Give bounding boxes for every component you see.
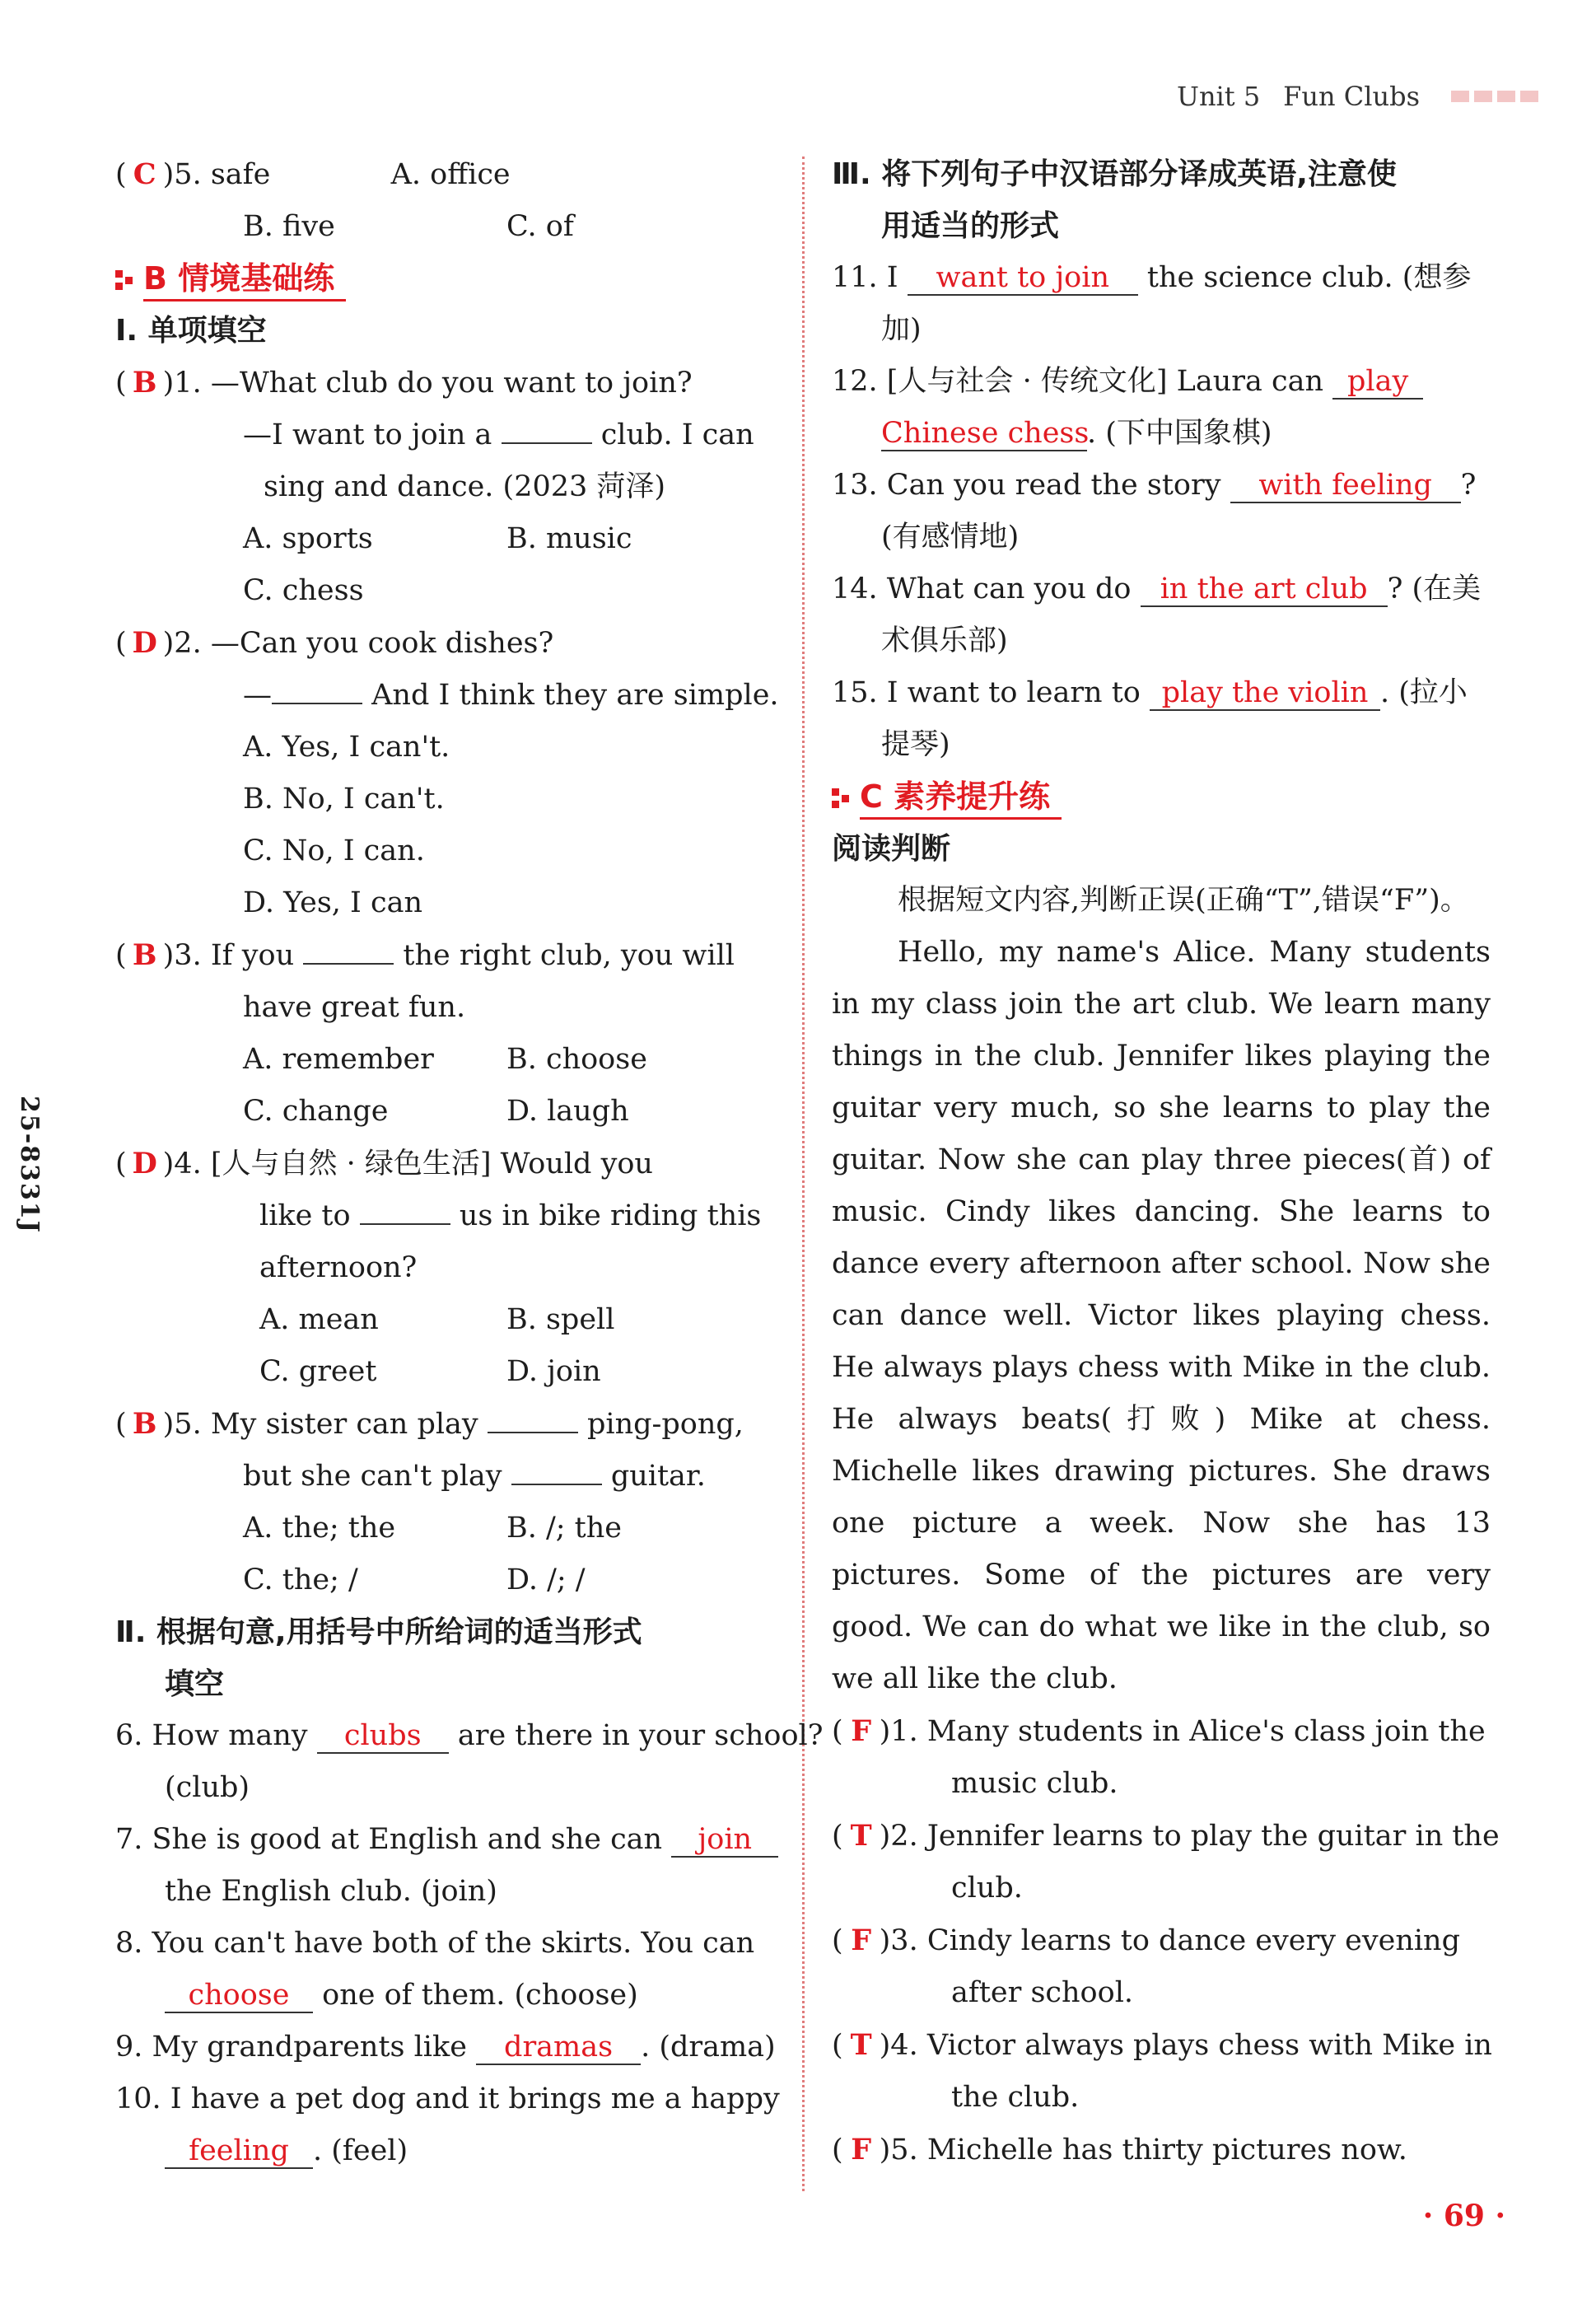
text: guitar. (610, 1460, 706, 1493)
answer-mark: T (850, 2028, 872, 2062)
text: . (拉小 (1380, 676, 1468, 709)
right-column (832, 148, 1500, 2176)
answer-mark: F (851, 1923, 872, 1957)
f9-line (115, 2022, 774, 2073)
answer-mark: F (851, 1714, 872, 1748)
blank-line (511, 1459, 602, 1485)
options-row (115, 513, 774, 565)
f8-line2 (115, 1970, 774, 2022)
option-d: D. join (506, 1355, 601, 1388)
answer-fill: join (671, 1823, 778, 1858)
option-c: C. No, I can. (243, 834, 425, 867)
answer-fill: feeling (165, 2134, 313, 2169)
answer-fill: play (1332, 365, 1423, 400)
part1-title: Ⅰ. 单项填空 (115, 314, 267, 348)
options-row (115, 565, 774, 617)
text: the right club, you will (403, 939, 735, 972)
question-text: )4. [人与自然 · 绿色生活] Would you (162, 1147, 653, 1180)
option-a: A. sports (243, 522, 373, 555)
option-c: C. greet (259, 1355, 377, 1388)
options-row (115, 1034, 774, 1086)
blank-line (502, 418, 592, 444)
t12-line2 (832, 408, 1491, 460)
section-b-tag (115, 258, 774, 301)
answer-mark: D (132, 1147, 157, 1180)
part2-title: Ⅱ. 根据句意,用括号中所给词的适当形式 (115, 1615, 642, 1649)
part3-title-cont: 用适当的形式 (881, 209, 1060, 243)
answer-mark: T (850, 1819, 872, 1853)
text: . (drama) (641, 2031, 776, 2064)
options-row (115, 1503, 774, 1554)
option-b: B. music (506, 522, 632, 555)
section-b-title: B 情境基础练 (143, 258, 346, 301)
t13-line2: (有感情地) (881, 521, 1020, 554)
answer-fill: dramas (476, 2031, 641, 2065)
text: 14. What can you do (832, 573, 1132, 605)
f6-line1 (115, 1710, 824, 1762)
answer-fill: want to join (908, 261, 1138, 296)
q3-line1: ( B )3. If you the right club, you will (115, 929, 774, 982)
answer-mark: B (132, 938, 157, 972)
answer-mark: B (132, 366, 157, 400)
f7-line1 (115, 1814, 774, 1866)
column-divider (802, 157, 805, 2191)
part3-title: Ⅲ. 将下列句子中汉语部分译成英语,注意使 (832, 157, 1397, 191)
q3-line2: have great fun. (243, 991, 466, 1024)
section-icon (115, 270, 135, 290)
blank-line (303, 938, 394, 965)
statement-text: )2. Jennifer learns to play the guitar in the (879, 1820, 1500, 1853)
option-c: C. the; / (243, 1563, 358, 1596)
option-c: C. of (506, 210, 574, 243)
option-d: D. Yes, I can (243, 886, 423, 919)
options-row (115, 1346, 774, 1398)
j4-line2: the club. (951, 2081, 1080, 2114)
unit-label: Unit 5 (1176, 81, 1261, 112)
answer-fill: Chinese chess (881, 417, 1090, 450)
text: ping-pong, (586, 1408, 744, 1441)
text: . (feel) (313, 2134, 408, 2167)
text: club. I can (600, 418, 754, 451)
section-c-title: C 素养提升练 (860, 776, 1062, 820)
q2-line1: ( D )2. —Can you cook dishes? (115, 617, 774, 670)
text: — (243, 679, 272, 712)
q4-line2 (115, 1190, 774, 1242)
page-header (1177, 81, 1538, 112)
answer-mark: D (132, 626, 157, 660)
page-number: · 69 · (1422, 2199, 1505, 2233)
t11-line1 (832, 252, 1491, 304)
text: ? (1460, 469, 1477, 502)
q1-line3: sing and dance. (2023 菏泽) (264, 470, 666, 503)
answer-fill: with feeling (1230, 469, 1461, 503)
option-c: C. chess (243, 574, 364, 607)
left-column (115, 148, 824, 2177)
blank-line (488, 1407, 578, 1433)
options-row (115, 1086, 774, 1138)
text: . (下中国象棋) (1087, 417, 1272, 450)
option-a: A. mean (259, 1303, 379, 1336)
options-row (115, 1294, 774, 1346)
option-a: A. Yes, I can't. (243, 731, 450, 764)
option-a: A. office (390, 158, 511, 191)
header-decoration (1451, 91, 1538, 102)
question-text: )5. safe (162, 158, 271, 191)
answer-mark: C (133, 157, 156, 191)
j2-line2: club. (951, 1872, 1023, 1905)
option-d: D. /; / (506, 1563, 586, 1596)
text: )3. If you (162, 939, 295, 972)
answer-fill: play the violin (1150, 676, 1380, 711)
f8-line1: 8. You can't have both of the skirts. You can (115, 1927, 755, 1960)
option-a: A. the; the (243, 1512, 396, 1545)
text: the science club. (想参 (1146, 261, 1472, 294)
answer-fill: choose (165, 1979, 313, 2013)
answer-mark: F (851, 2133, 872, 2166)
option-a: A. remember (243, 1043, 434, 1076)
j5-line1: ( F )5. Michelle has thirty pictures now. (832, 2124, 1491, 2176)
text: 12. [人与社会 · 传统文化] Laura can (832, 365, 1323, 398)
q2-line2 (115, 670, 779, 722)
j3-line1: ( F )3. Cindy learns to dance every evening (832, 1914, 1491, 1967)
blank-line (360, 1199, 450, 1225)
answer-fill: in the art club (1141, 573, 1388, 607)
text: 6. How many (115, 1719, 308, 1752)
question-prev-5: ( C )5. safe A. office (115, 148, 774, 201)
t11-line2: 加) (881, 313, 922, 346)
statement-text: )1. Many students in Alice's class join the (879, 1715, 1486, 1748)
option-d: D. laugh (506, 1095, 629, 1128)
question-text: )2. —Can you cook dishes? (162, 627, 554, 660)
f7-line2: the English club. (join) (165, 1875, 497, 1908)
t13-line1 (832, 460, 1491, 512)
side-code: 25-8331J (15, 1096, 44, 1234)
statement-text: )5. Michelle has thirty pictures now. (879, 2134, 1407, 2166)
options-row (115, 1554, 774, 1606)
option-b: B. No, I can't. (243, 783, 445, 816)
text: —I want to join a (243, 418, 492, 451)
j4-line1: ( T )4. Victor always plays chess with Mike in (832, 2019, 1491, 2072)
part2-title-cont: 填空 (165, 1667, 225, 1701)
t12-line1 (832, 356, 1491, 408)
text: one of them. (choose) (322, 1979, 638, 2012)
t14-line2: 术俱乐部) (881, 624, 1008, 657)
t15-line2: 提琴) (881, 728, 950, 761)
text: 13. Can you read the story (832, 469, 1221, 502)
text: )5. My sister can play (162, 1408, 478, 1441)
reading-title: 阅读判断 (832, 832, 951, 866)
text: 11. I (832, 261, 898, 294)
text: 9. My grandparents like (115, 2031, 467, 2064)
answer-fill: clubs (317, 1719, 449, 1754)
text: ? (在美 (1387, 573, 1482, 605)
j3-line2: after school. (951, 1976, 1134, 2009)
option-b: B. /; the (506, 1512, 622, 1545)
blank-line (272, 678, 362, 704)
f10-line1: 10. I have a pet dog and it brings me a happy (115, 2082, 780, 2115)
option-c: C. change (243, 1095, 389, 1128)
j1-line2: music club. (951, 1767, 1118, 1800)
t14-line1 (832, 563, 1491, 615)
j2-line1: ( T )2. Jennifer learns to play the guitar in the (832, 1810, 1491, 1863)
option-b: B. spell (506, 1303, 615, 1336)
q1-line2 (115, 409, 774, 461)
options-row (115, 201, 774, 253)
q1-line1: ( B )1. —What club do you want to join? (115, 357, 774, 409)
option-b: B. choose (506, 1043, 647, 1076)
question-text: )1. —What club do you want to join? (162, 367, 693, 400)
j1-line1: ( F )1. Many students in Alice's class join the (832, 1705, 1491, 1758)
t15-line1 (832, 667, 1491, 719)
statement-text: )3. Cindy learns to dance every evening (879, 1924, 1461, 1957)
text: like to (259, 1199, 351, 1232)
text: us in bike riding this (459, 1199, 762, 1232)
section-icon (832, 788, 852, 808)
text: And I think they are simple. (371, 679, 779, 712)
q4-line1: ( D )4. [人与自然 · 绿色生活] Would you (115, 1138, 774, 1190)
answer-mark: B (132, 1407, 157, 1441)
text: 15. I want to learn to (832, 676, 1141, 709)
unit-title: Fun Clubs (1283, 81, 1420, 112)
text: are there in your school? (457, 1719, 824, 1752)
text: 7. She is good at English and she can (115, 1823, 663, 1856)
q5-line2 (115, 1451, 774, 1503)
f10-line2 (115, 2125, 774, 2177)
statement-text: )4. Victor always plays chess with Mike in (879, 2029, 1492, 2062)
reading-passage: Hello, my name's Alice. Many students in my class join the art club. We learn many things in the club. Jennifer likes playing the guitar very much, so she learns to play the guitar. Now she can play three pieces(首) of music. Cindy likes dancing. She learns to dance every afternoon after school. Now she can dance well. Victor likes playing chess. He always plays chess with Mike in the club. He always beats(打败) Mike at chess. Michelle likes drawing pictures. She draws one picture a week. Now she has 13 pictures. Some of the pictures are very good. We can do what we like in the club, so we all like the club. (832, 936, 1491, 1695)
f6-line2: (club) (165, 1771, 250, 1804)
reading-instruction: 根据短文内容,判断正误(正确“T”,错误“F”)。 (898, 884, 1469, 917)
text: but she can't play (243, 1460, 502, 1493)
option-b: B. five (243, 210, 335, 243)
section-c-tag (832, 776, 1491, 820)
q4-line3: afternoon? (259, 1251, 418, 1284)
q5-line1: ( B )5. My sister can play ping-pong, (115, 1398, 774, 1451)
